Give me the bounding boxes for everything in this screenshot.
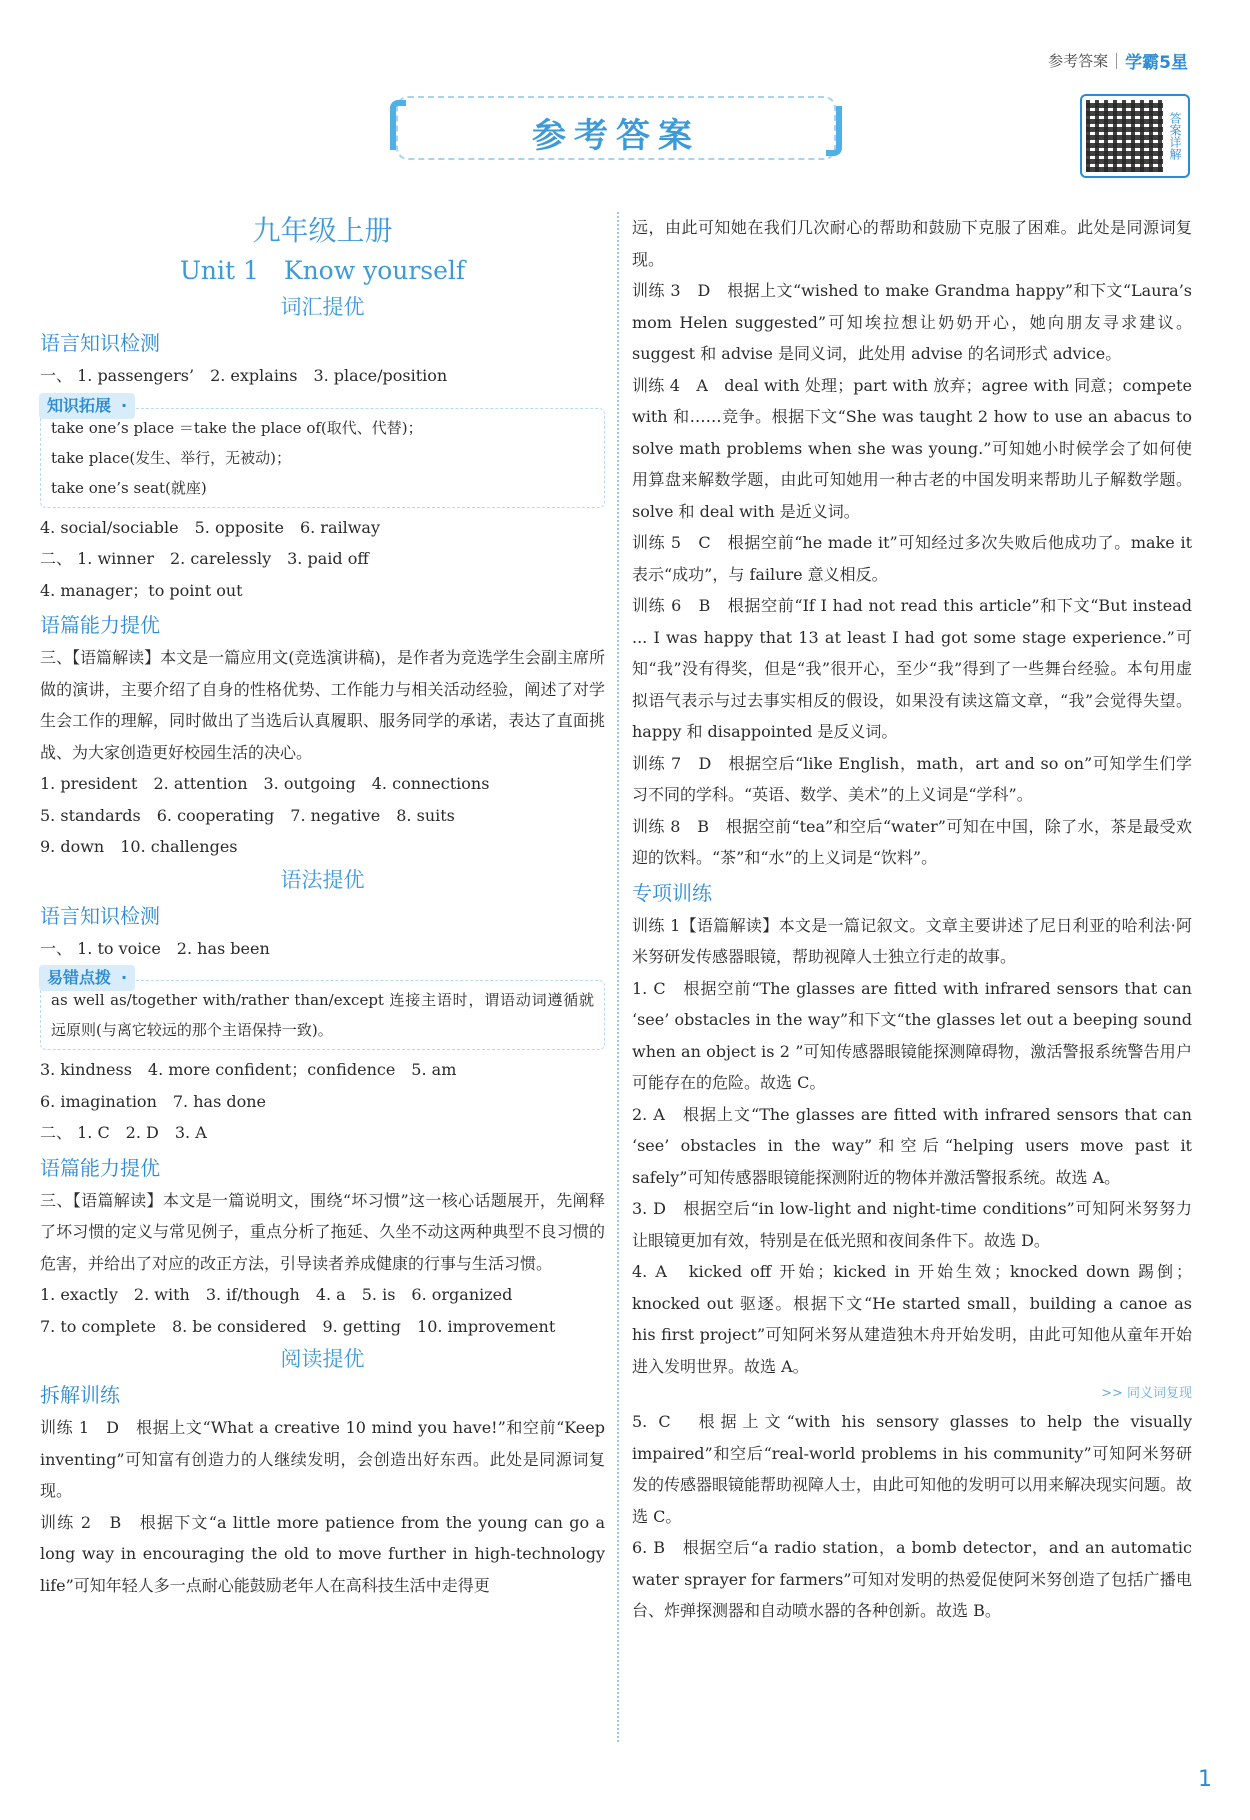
tip-line: take one’s place ＝take the place of(取代、代替)； bbox=[51, 418, 423, 437]
tip-line: take place(发生、举行，无被动)； bbox=[51, 448, 292, 467]
answer-line: 3. kindness 4. more confident；confidence 5. am bbox=[40, 1060, 457, 1079]
section-heading: 拆解训练 bbox=[40, 1383, 120, 1407]
answer-line: 1. exactly 2. with 3. if/though 4. a 5. is 6. organized bbox=[40, 1285, 513, 1304]
page-header bbox=[1048, 48, 1188, 73]
tip-tag: 知识拓展 · bbox=[39, 393, 135, 419]
section-heading: 语篇能力提优 bbox=[40, 1155, 160, 1180]
question-answer: 1. C 根据空前“The glasses are fitted with infrared sensors that can ‘see’ obstacles in the way”和下文“the glasses let out a beeping sound when an object is 2 ”可知传感器眼镜能探测障碍物，激活警报系统警告用户可能存在的危险。故选 C。 bbox=[632, 978, 1192, 1092]
title-banner bbox=[396, 96, 836, 160]
question-answer: 5. C 根据上文“with his sensory glasses to help the visually impaired”和空后“real-world problems in his community”可知阿米努研发的传感器眼镜能帮助视障人士，由此可知他的发明可以用来解决现实问题。故选 C。 bbox=[632, 1412, 1193, 1526]
training-answer: 训练 3 D 根据上文“wished to make Grandma happy”和下文“Laura’s mom Helen suggested”可知埃拉想让奶奶开心，她向朋友寻求建议。suggest 和 advise 是同义词，此处用 advise 的名词形式 advice。 bbox=[632, 281, 1192, 363]
answer-line: 6. imagination 7. has done bbox=[40, 1091, 267, 1111]
tip-line: as well as/together with/rather than/except 连接主语时，谓语动词遵循就远原则(与离它较远的那个主语保持一致)。 bbox=[51, 991, 594, 1039]
reading-title: 阅读提优 bbox=[280, 1347, 365, 1371]
passage-note: 三、【语篇解读】本文是一篇说明文，围绕“坏习惯”这一核心话题展开，先阐释了坏习惯的定义与常见例子，重点分析了拖延、久坐不动这两种典型不良习惯的危害，并给出了对应的改正方法，引导读者养成健康的行事与生活习惯。 bbox=[40, 1190, 605, 1273]
page-number: 1 bbox=[1198, 1767, 1212, 1792]
answer-line: 一、 1. passengers’ 2. explains 3. place/position bbox=[40, 366, 448, 385]
grammar-title: 语法提优 bbox=[280, 867, 365, 892]
training-answer: 训练 4 A deal with 处理；part with 放弃；agree with 同意；compete with 和……竞争。根据下文“She was taught 2 how to use an abacus to solve math problems when she was young.”可知她小时候学会了如何使用算盘来解数学题，由此可知她用一种古老的中国发明来帮助儿子解数学题。solve 和 deal with 是近义词。 bbox=[632, 375, 1192, 521]
qr-code-icon bbox=[1086, 100, 1163, 172]
training-answer: 训练 8 B 根据空前“tea”和空后“water”可知在中国，除了水，茶是最受欢迎的饮料。“茶”和“水”的上义词是“饮料”。 bbox=[632, 816, 1192, 867]
section-heading: 语言知识检测 bbox=[40, 903, 160, 928]
header-separator bbox=[1116, 53, 1117, 69]
section-heading: 语言知识检测 bbox=[40, 331, 160, 355]
column-divider bbox=[617, 212, 619, 1742]
cross-reference-label: >> 同义词复现 bbox=[1101, 1386, 1192, 1401]
vocab-title: 词汇提优 bbox=[280, 295, 365, 319]
left-column bbox=[40, 210, 605, 1601]
answer-line: 1. president 2. attention 3. outgoing 4. connections bbox=[40, 774, 490, 793]
answer-line: 5. standards 6. cooperating 7. negative 8. suits bbox=[40, 805, 455, 825]
training-answer: 训练 2 B 根据下文“a little more patience from the young can go a long way in encouraging the old to move further in high-technology life”可知年轻人多一点耐心能鼓励老年人在高科技生活中走得更 bbox=[40, 1512, 605, 1595]
brand-logo: 学霸5星 bbox=[1125, 53, 1188, 73]
training-answer: 训练 6 B 根据空前“If I had not read this article”和下文“But instead ... I was happy that 13 at least I had got some stage experience.”可知“我”没有得奖，但是“我”很开心，至少“我”得到了一些舞台经验。本句用虚拟语气表示与过去事实相反的假设，如果没有读这篇文章，“我”会觉得失望。happy 和 disappointed 是反义词。 bbox=[632, 596, 1193, 741]
tip-box bbox=[40, 395, 605, 508]
tip-tag: 易错点拨 · bbox=[39, 965, 135, 991]
answer-line: 7. to complete 8. be considered 9. getting 10. improvement bbox=[40, 1316, 556, 1336]
training-answer: 训练 7 D 根据空后“like English，math，art and so on”可知学生们学习不同的学科。“英语、数学、美术”的上义词是“学科”。 bbox=[632, 753, 1192, 804]
passage-note: 训练 1【语篇解读】本文是一篇记叙文。文章主要讲述了尼日利亚的哈利法·阿米努研发传感器眼镜，帮助视障人士独立行走的故事。 bbox=[632, 915, 1192, 966]
answer-line: 9. down 10. challenges bbox=[40, 837, 238, 856]
answer-line: 4. manager；to point out bbox=[40, 580, 243, 600]
question-answer: 3. D 根据空后“in low-light and night-time conditions”可知阿米努努力让眼镜更加有效，特别是在低光照和夜间条件下。故选 D。 bbox=[632, 1199, 1192, 1250]
tip-line: take one’s seat(就座) bbox=[51, 478, 207, 497]
passage-note: 三、【语篇解读】本文是一篇应用文(竞选演讲稿)，是作者为竞选学生会副主席所做的演讲，主要介绍了自身的性格优势、工作能力与相关活动经验，阐述了对学生会工作的理解，同时做出了当选后认真履职、服务同学的承诺，表达了直面挑战、为大家创造更好校园生活的决心。 bbox=[40, 648, 605, 762]
qr-caption: 答案详解 bbox=[1168, 112, 1182, 160]
unit-title: Unit 1 Know yourself bbox=[179, 256, 466, 285]
section-heading: 专项训练 bbox=[632, 880, 712, 905]
question-answer: 6. B 根据空后“a radio station，a bomb detector，and an automatic water sprayer for farmers”可知对发明的热爱促使阿米努创造了包括广播电台、炸弹探测器和自动喷水器的各种创新。故选 B。 bbox=[632, 1538, 1192, 1620]
tip-box bbox=[40, 968, 605, 1050]
banner-title: 参考答案 bbox=[532, 116, 700, 156]
qr-code[interactable] bbox=[1080, 94, 1190, 178]
question-answer: 2. A 根据上文“The glasses are fitted with infrared sensors that can ‘see’ obstacles in the way”和空后“helping users move past it safely”可知传感器眼镜能探测附近的物体并激活警报系统。故选 A。 bbox=[632, 1104, 1192, 1187]
right-column bbox=[632, 212, 1192, 1627]
header-label: 参考答案 bbox=[1048, 52, 1109, 70]
training-answer: 训练 5 C 根据空前“he made it”可知经过多次失败后他成功了。make it 表示“成功”，与 failure 意义相反。 bbox=[632, 533, 1192, 584]
answer-line: 一、 1. to voice 2. has been bbox=[40, 938, 270, 958]
training-answer: 远，由此可知她在我们几次耐心的帮助和鼓励下克服了困难。此处是同源词复现。 bbox=[632, 218, 1192, 269]
answer-line: 二、 1. C 2. D 3. A bbox=[40, 1123, 207, 1142]
answer-line: 二、 1. winner 2. carelessly 3. paid off bbox=[40, 549, 369, 568]
answer-line: 4. social/sociable 5. opposite 6. railway bbox=[40, 517, 380, 537]
section-heading: 语篇能力提优 bbox=[40, 613, 160, 637]
question-answer: 4. A kicked off 开始；kicked in 开始生效；knocked down 踢倒；knocked out 驱逐。根据下文“He started small，building a canoe as his first project”可知阿米努从建造独木舟开始发明，由此可知他从童年开始进入发明世界。故选 A。 bbox=[632, 1262, 1192, 1376]
training-answer: 训练 1 D 根据上文“What a creative 10 mind you have!”和空前“Keep inventing”可知富有创造力的人继续发明，会创造出好东西。此处是同源词复现。 bbox=[40, 1418, 605, 1500]
grade-title: 九年级上册 bbox=[252, 214, 393, 247]
